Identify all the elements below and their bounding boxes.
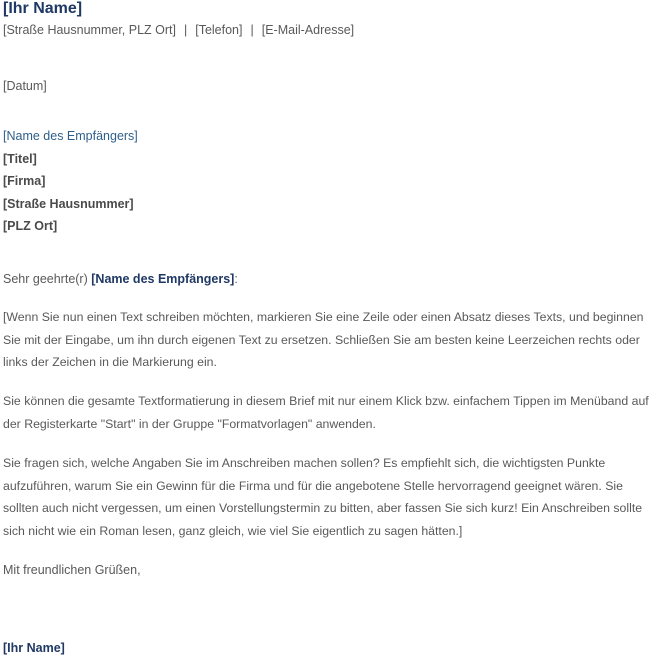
- letter-date[interactable]: [Datum]: [3, 79, 47, 93]
- separator: |: [250, 23, 254, 37]
- recipient-block: [3, 128, 138, 241]
- recipient-title[interactable]: [Titel]: [3, 151, 37, 166]
- sender-phone[interactable]: [Telefon]: [195, 23, 243, 37]
- recipient-name[interactable]: [Name des Empfängers]: [3, 129, 138, 143]
- sender-email[interactable]: [E-Mail-Adresse]: [261, 23, 355, 37]
- signature-name[interactable]: [Ihr Name]: [3, 641, 65, 655]
- sender-name[interactable]: [Ihr Name]: [3, 0, 83, 17]
- sender-contact-line: [3, 22, 354, 38]
- body-paragraph-1[interactable]: [Wenn Sie nun einen Text schreiben möchten, markieren Sie eine Zeile oder einen Absatz dieses Texts, und beginnen Sie mit der Eingabe, um ihn durch eigenen Text zu ersetzen. Schließen Sie am besten keine Leerzeichen rechts oder links der Zeichen in die Markierung ein.: [3, 310, 644, 369]
- salutation-suffix: :: [234, 272, 238, 286]
- salutation-recipient-name[interactable]: [Name des Empfängers]: [91, 272, 235, 286]
- sender-address[interactable]: [Straße Hausnummer, PLZ Ort]: [3, 23, 176, 37]
- closing[interactable]: Mit freundlichen Grüßen,: [3, 563, 141, 577]
- body-paragraph-3[interactable]: Sie fragen sich, welche Angaben Sie im Anschreiben machen sollen? Es empfiehlt sich, die wichtigsten Punkte aufzuführen, warum Sie ein Gewinn für die Firma und für die angebotene Stelle hervorragend geeignet wären. Sie sollten auch nicht vergessen, um einen Vorstellungstermin zu bitten, aber fassen Sie sich kurz! Ein Anschreiben sollte sich nicht wie ein Roman lesen, ganz gleich, wie viel Sie eigentlich zu sagen hätten.]: [3, 456, 643, 538]
- recipient-street[interactable]: [Straße Hausnummer]: [3, 196, 134, 211]
- salutation: [3, 271, 238, 287]
- recipient-city[interactable]: [PLZ Ort]: [3, 219, 58, 234]
- body-paragraph-2[interactable]: Sie können die gesamte Textformatierung in diesem Brief mit nur einem Klick bzw. einfachem Tippen im Menüband auf der Registerkarte "Start" in der Gruppe "Formatvorlagen" anwenden.: [3, 394, 649, 431]
- recipient-company[interactable]: [Firma]: [3, 174, 46, 189]
- separator: |: [183, 23, 188, 37]
- salutation-prefix: Sehr geehrte(r): [3, 272, 88, 286]
